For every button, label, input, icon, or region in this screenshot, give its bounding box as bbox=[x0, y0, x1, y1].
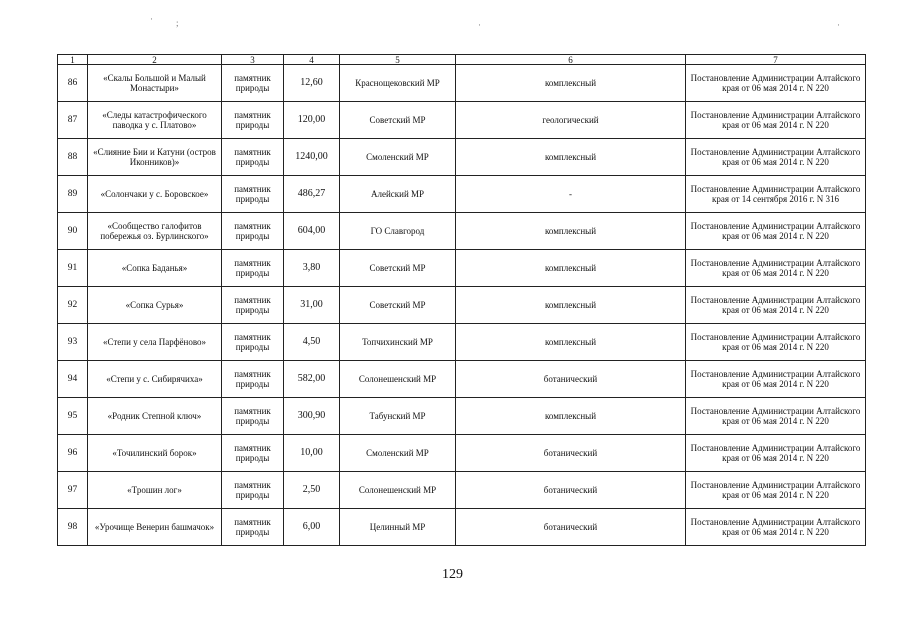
legal-document: Постановление Администрации Алтайского края от 06 мая 2014 г. N 220 bbox=[686, 361, 866, 398]
object-profile: комплексный bbox=[456, 139, 686, 176]
object-district: Смоленский МР bbox=[340, 435, 456, 472]
object-district: Солонешенский МР bbox=[340, 361, 456, 398]
object-category: памятник природы bbox=[222, 435, 284, 472]
object-category: памятник природы bbox=[222, 176, 284, 213]
object-profile: комплексный bbox=[456, 324, 686, 361]
object-district: Советский МР bbox=[340, 250, 456, 287]
object-area: 3,80 bbox=[284, 250, 340, 287]
object-category: памятник природы bbox=[222, 398, 284, 435]
table-row bbox=[58, 361, 866, 398]
legal-document: Постановление Администрации Алтайского края от 14 сентября 2016 г. N 316 bbox=[686, 176, 866, 213]
object-name: «Солончаки у с. Боровское» bbox=[88, 176, 222, 213]
object-category: памятник природы bbox=[222, 361, 284, 398]
legal-document: Постановление Администрации Алтайского края от 06 мая 2014 г. N 220 bbox=[686, 398, 866, 435]
object-area: 4,50 bbox=[284, 324, 340, 361]
object-district: Краснощековский МР bbox=[340, 65, 456, 102]
table-row bbox=[58, 324, 866, 361]
legal-document: Постановление Администрации Алтайского края от 06 мая 2014 г. N 220 bbox=[686, 102, 866, 139]
object-profile: ботанический bbox=[456, 435, 686, 472]
object-profile: комплексный bbox=[456, 65, 686, 102]
row-number: 86 bbox=[58, 65, 88, 102]
object-name: «Следы катастрофического паводка у с. Платово» bbox=[88, 102, 222, 139]
object-name: «Родник Степной ключ» bbox=[88, 398, 222, 435]
object-district: ГО Славгород bbox=[340, 213, 456, 250]
object-area: 300,90 bbox=[284, 398, 340, 435]
object-name: «Точилинский борок» bbox=[88, 435, 222, 472]
object-district: Топчихинский МР bbox=[340, 324, 456, 361]
row-number: 88 bbox=[58, 139, 88, 176]
scan-mark: ; bbox=[176, 18, 179, 28]
table-row bbox=[58, 213, 866, 250]
table-row bbox=[58, 139, 866, 176]
table-row bbox=[58, 509, 866, 546]
object-district: Алейский МР bbox=[340, 176, 456, 213]
column-number-7: 7 bbox=[686, 55, 866, 65]
object-name: «Сопка Баданья» bbox=[88, 250, 222, 287]
page-number: 129 bbox=[442, 567, 463, 582]
legal-document: Постановление Администрации Алтайского края от 06 мая 2014 г. N 220 bbox=[686, 213, 866, 250]
object-profile: ботанический bbox=[456, 361, 686, 398]
object-name: «Степи у села Парфёново» bbox=[88, 324, 222, 361]
legal-document: Постановление Администрации Алтайского края от 06 мая 2014 г. N 220 bbox=[686, 250, 866, 287]
row-number: 91 bbox=[58, 250, 88, 287]
object-area: 12,60 bbox=[284, 65, 340, 102]
scan-mark: · bbox=[837, 20, 840, 30]
legal-document: Постановление Администрации Алтайского края от 06 мая 2014 г. N 220 bbox=[686, 324, 866, 361]
object-profile: - bbox=[456, 176, 686, 213]
object-profile: геологический bbox=[456, 102, 686, 139]
object-name: «Степи у с. Сибирячиха» bbox=[88, 361, 222, 398]
object-district: Целинный МР bbox=[340, 509, 456, 546]
object-district: Советский МР bbox=[340, 102, 456, 139]
legal-document: Постановление Администрации Алтайского края от 06 мая 2014 г. N 220 bbox=[686, 65, 866, 102]
scan-mark: · bbox=[478, 20, 481, 30]
object-name: «Урочище Венерин башмачок» bbox=[88, 509, 222, 546]
column-number-1: 1 bbox=[58, 55, 88, 65]
column-number-6: 6 bbox=[456, 55, 686, 65]
row-number: 92 bbox=[58, 287, 88, 324]
legal-document: Постановление Администрации Алтайского края от 06 мая 2014 г. N 220 bbox=[686, 509, 866, 546]
object-area: 120,00 bbox=[284, 102, 340, 139]
table-row bbox=[58, 398, 866, 435]
object-name: «Сопка Сурья» bbox=[88, 287, 222, 324]
row-number: 95 bbox=[58, 398, 88, 435]
object-profile: комплексный bbox=[456, 287, 686, 324]
scan-mark: · bbox=[150, 14, 153, 24]
object-area: 10,00 bbox=[284, 435, 340, 472]
object-district: Табунский МР bbox=[340, 398, 456, 435]
object-area: 6,00 bbox=[284, 509, 340, 546]
object-district: Смоленский МР bbox=[340, 139, 456, 176]
object-category: памятник природы bbox=[222, 65, 284, 102]
table-row bbox=[58, 102, 866, 139]
object-category: памятник природы bbox=[222, 213, 284, 250]
row-number: 90 bbox=[58, 213, 88, 250]
header-row bbox=[58, 55, 866, 65]
object-category: памятник природы bbox=[222, 324, 284, 361]
object-profile: ботанический bbox=[456, 509, 686, 546]
object-profile: комплексный bbox=[456, 213, 686, 250]
object-area: 582,00 bbox=[284, 361, 340, 398]
legal-document: Постановление Администрации Алтайского края от 06 мая 2014 г. N 220 bbox=[686, 139, 866, 176]
row-number: 97 bbox=[58, 472, 88, 509]
legal-document: Постановление Администрации Алтайского края от 06 мая 2014 г. N 220 bbox=[686, 287, 866, 324]
object-category: памятник природы bbox=[222, 509, 284, 546]
table-body bbox=[58, 65, 866, 546]
table-row bbox=[58, 65, 866, 102]
object-category: памятник природы bbox=[222, 472, 284, 509]
object-category: памятник природы bbox=[222, 102, 284, 139]
table-row bbox=[58, 176, 866, 213]
row-number: 94 bbox=[58, 361, 88, 398]
object-area: 486,27 bbox=[284, 176, 340, 213]
object-area: 1240,00 bbox=[284, 139, 340, 176]
object-area: 2,50 bbox=[284, 472, 340, 509]
row-number: 98 bbox=[58, 509, 88, 546]
object-category: памятник природы bbox=[222, 287, 284, 324]
object-profile: комплексный bbox=[456, 250, 686, 287]
object-category: памятник природы bbox=[222, 250, 284, 287]
object-area: 31,00 bbox=[284, 287, 340, 324]
object-district: Советский МР bbox=[340, 287, 456, 324]
object-name: «Трошин лог» bbox=[88, 472, 222, 509]
object-profile: комплексный bbox=[456, 398, 686, 435]
column-number-5: 5 bbox=[340, 55, 456, 65]
object-category: памятник природы bbox=[222, 139, 284, 176]
object-profile: ботанический bbox=[456, 472, 686, 509]
object-name: «Слияние Бии и Катуни (остров Иконников)» bbox=[88, 139, 222, 176]
legal-document: Постановление Администрации Алтайского края от 06 мая 2014 г. N 220 bbox=[686, 435, 866, 472]
table-row bbox=[58, 287, 866, 324]
object-area: 604,00 bbox=[284, 213, 340, 250]
table-row bbox=[58, 250, 866, 287]
table-row bbox=[58, 435, 866, 472]
table-row bbox=[58, 472, 866, 509]
protected-areas-table bbox=[57, 54, 866, 546]
row-number: 93 bbox=[58, 324, 88, 361]
object-district: Солонешенский МР bbox=[340, 472, 456, 509]
row-number: 96 bbox=[58, 435, 88, 472]
object-name: «Скалы Большой и Малый Монастыри» bbox=[88, 65, 222, 102]
column-number-3: 3 bbox=[222, 55, 284, 65]
column-number-4: 4 bbox=[284, 55, 340, 65]
object-name: «Сообщество галофитов побережья оз. Бурлинского» bbox=[88, 213, 222, 250]
row-number: 89 bbox=[58, 176, 88, 213]
legal-document: Постановление Администрации Алтайского края от 06 мая 2014 г. N 220 bbox=[686, 472, 866, 509]
column-number-2: 2 bbox=[88, 55, 222, 65]
row-number: 87 bbox=[58, 102, 88, 139]
